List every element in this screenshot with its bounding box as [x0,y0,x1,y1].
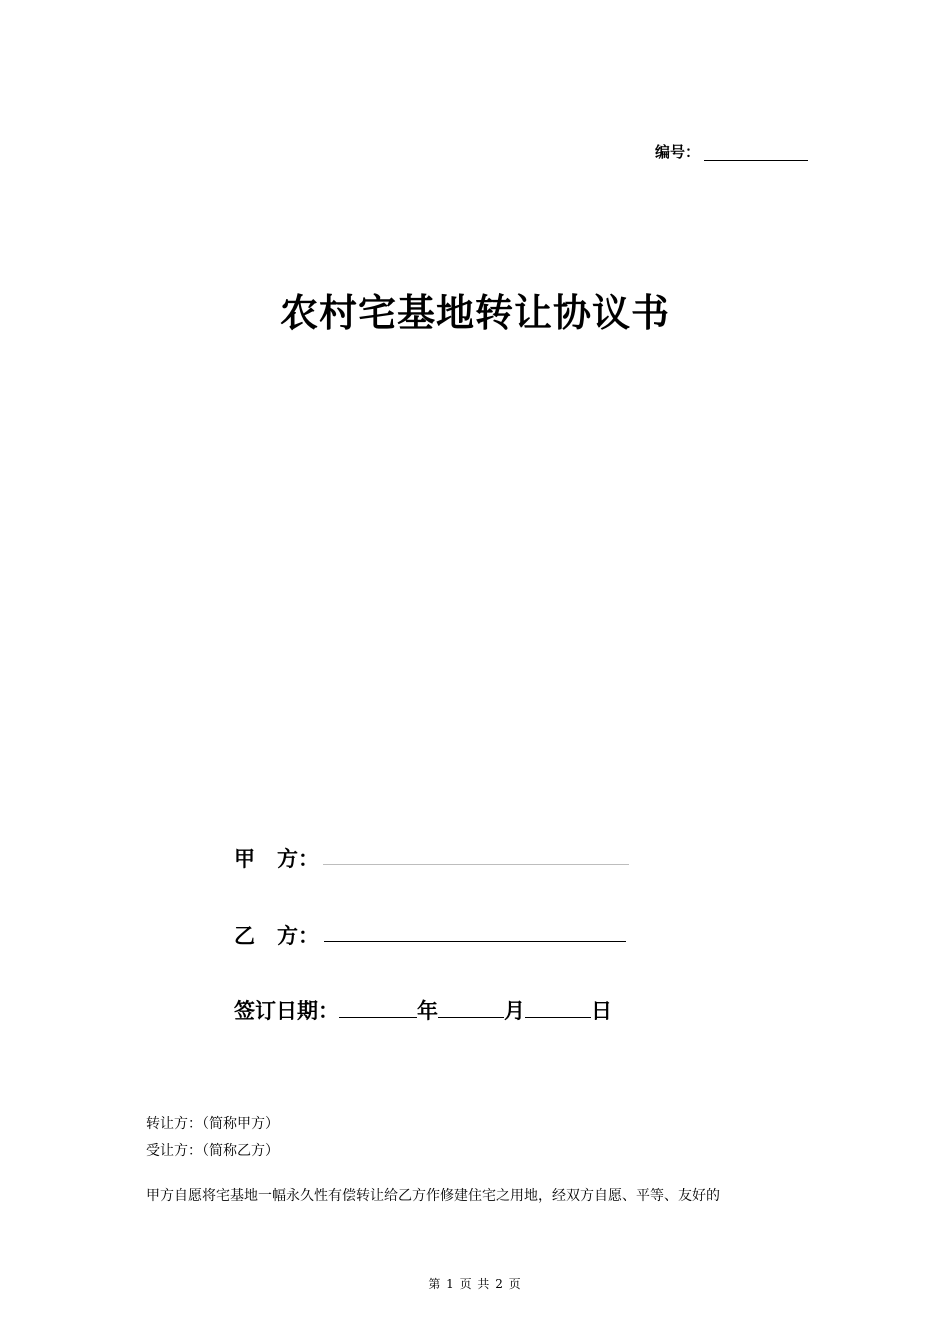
page-footer: 第 1 页 共 2 页 [428,1277,522,1291]
serial-number-field [655,141,700,162]
party-a-row [234,843,319,873]
serial-number-label: 编号： [655,143,701,161]
party-b-label-char1: 乙 [234,924,255,948]
party-a-blank[interactable] [323,864,629,865]
day-blank[interactable] [525,997,591,1018]
transferor-line: 转让方：（简称甲方） [146,1116,279,1132]
party-a-label-char2: 方： [277,847,319,871]
party-b-row [234,920,319,950]
year-blank[interactable] [339,997,417,1018]
month-label: 月 [504,999,525,1023]
month-blank[interactable] [438,997,504,1018]
day-label: 日 [591,999,612,1023]
party-b-blank[interactable] [324,941,626,942]
party-b-label-char2: 方： [277,924,319,948]
document-title: 农村宅基地转让协议书 [279,291,670,335]
paragraph-line: 甲方自愿将宅基地一幅永久性有偿转让给乙方作修建住宅之用地，经双方自愿、平等、友好的 [146,1188,720,1204]
party-a-label-char1: 甲 [234,847,255,871]
serial-number-blank[interactable] [704,160,808,161]
year-label: 年 [417,999,438,1023]
sign-date-row [234,995,612,1025]
transferee-line: 受让方：（简称乙方） [146,1143,279,1159]
sign-date-label: 签订日期： [234,999,339,1023]
